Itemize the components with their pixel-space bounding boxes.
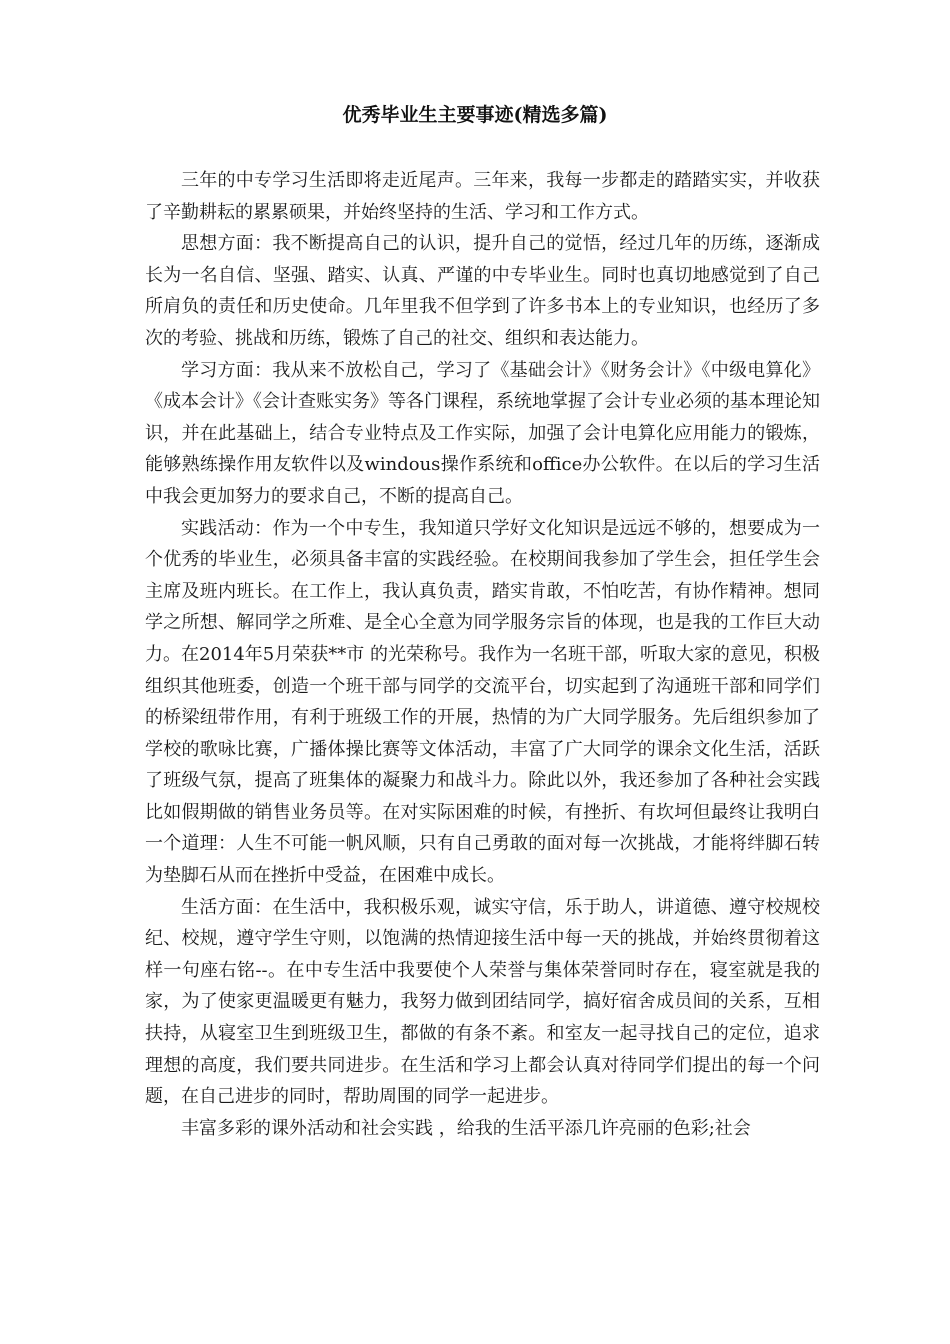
paragraph-study: 学习方面：我从来不放松自己，学习了《基础会计》《财务会计》《中级电算化》《成本会计》《会计查账实务》等各门课程，系统地掌握了会计专业必须的基本理论知识，并在此基础上，结合专业特点及工作实际，加强了会计电算化应用能力的锻炼，能够熟练操作用友软件以及windous操作系统和office办公软件。在以后的学习生活中我会更加努力的要求自己，不断的提高自己。 bbox=[145, 359, 820, 507]
document-title: 优秀毕业生主要事迹(精选多篇) bbox=[342, 104, 608, 126]
document-body bbox=[145, 165, 820, 1144]
paragraph-intro: 三年的中专学习生活即将走近尾声。三年来，我每一步都走的踏踏实实，并收获了辛勤耕耘的累累硕果，并始终坚持的生活、学习和工作方式。 bbox=[145, 170, 820, 223]
paragraph-life: 生活方面：在生活中，我积极乐观，诚实守信，乐于助人，讲道德、遵守校规校纪、校规，遵守学生守则，以饱满的热情迎接生活中每一天的挑战，并始终贯彻着这样一句座右铭--。在中专生活中我要使个人荣誉与集体荣誉同时存在，寝室就是我的家，为了使家更温暖更有魅力，我努力做到团结同学，搞好宿舍成员间的关系，互相扶持，从寝室卫生到班级卫生，都做的有条不紊。和室友一起寻找自己的定位，追求理想的高度，我们要共同进步。在生活和学习上都会认真对待同学们提出的每一个问题，在自己进步的同时，帮助周围的同学一起进步。 bbox=[145, 896, 820, 1108]
paragraph-thought: 思想方面：我不断提高自己的认识，提升自己的觉悟，经过几年的历练，逐渐成长为一名自信、坚强、踏实、认真、严谨的中专毕业生。同时也真切地感觉到了自己所肩负的责任和历史使命。几年里我不但学到了许多书本上的专业知识，也经历了多次的考验、挑战和历练，锻炼了自己的社交、组织和表达能力。 bbox=[145, 233, 820, 349]
paragraph-practice: 实践活动：作为一个中专生，我知道只学好文化知识是远远不够的，想要成为一个优秀的毕业生，必须具备丰富的实践经验。在校期间我参加了学生会，担任学生会主席及班内班长。在工作上，我认真负责，踏实肯敢，不怕吃苦，有协作精神。想同学之所想、解同学之所难、是全心全意为同学服务宗旨的体现，也是我的工作巨大动力。在2014年5月荣获**市 的光荣称号。我作为一名班干部，听取大家的意见，积极组织其他班委，创造一个班干部与同学的交流平台，切实起到了沟通班干部和同学们的桥梁纽带作用，有利于班级工作的开展，热情的为广大同学服务。先后组织参加了学校的歌咏比赛，广播体操比赛等文体活动，丰富了广大同学的课余文化生活，活跃了班级气氛，提高了班集体的凝聚力和战斗力。除此以外，我还参加了各种社会实践比如假期做的销售业务员等。在对实际困难的时候，有挫折、有坎坷但最终让我明白一个道理：人生不可能一帆风顺，只有自己勇敢的面对每一次挑战，才能将绊脚石转为垫脚石从而在挫折中受益，在困难中成长。 bbox=[145, 517, 820, 887]
paragraph-activities: 丰富多彩的课外活动和社会实践 ，给我的生活平添几许亮丽的色彩;社会 bbox=[181, 1117, 751, 1139]
